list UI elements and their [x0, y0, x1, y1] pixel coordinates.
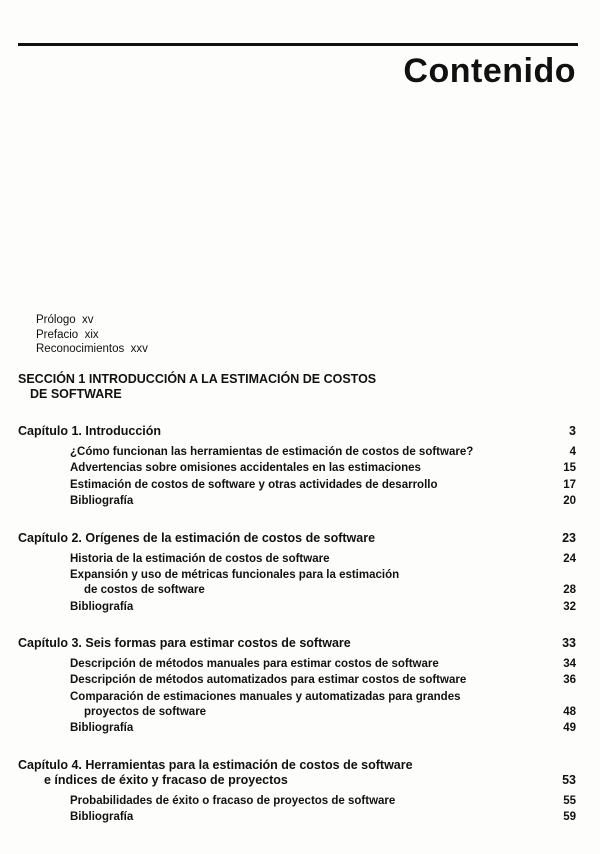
- chapter-heading[interactable]: [18, 636, 576, 651]
- toc-entry[interactable]: Bibliografía 20: [70, 495, 576, 508]
- chapter-2: [18, 531, 576, 616]
- section-heading-line1: SECCIÓN 1 INTRODUCCIÓN A LA ESTIMACIÓN DE COSTOS: [18, 372, 377, 386]
- chapter-title: Capítulo 1. Introducción: [18, 424, 162, 438]
- chapter-1: [18, 424, 576, 511]
- chapter-3: [18, 636, 576, 737]
- chapter-title: Capítulo 2. Orígenes de la estimación de costos de software: [18, 531, 376, 545]
- chapter-heading[interactable]: [18, 531, 576, 546]
- front-matter: [36, 313, 148, 357]
- section-heading-line2: DE SOFTWARE: [30, 387, 122, 401]
- front-matter-item[interactable]: Prólogo xv: [36, 314, 94, 326]
- toc-entry[interactable]: Advertencias sobre omisiones accidentales en las estimaciones 15: [70, 462, 576, 475]
- toc-entry[interactable]: Bibliografía 32: [70, 600, 576, 613]
- chapter-page: 23: [562, 531, 576, 545]
- chapter-title-cont: e índices de éxito y fracaso de proyectos: [44, 773, 288, 787]
- toc-entry[interactable]: Bibliografía 59: [70, 811, 576, 824]
- chapter-page: 33: [562, 636, 576, 650]
- front-matter-item[interactable]: Prefacio xix: [36, 328, 99, 341]
- toc-entry[interactable]: Descripción de métodos manuales para estimar costos de software 34: [70, 658, 576, 670]
- toc-entry[interactable]: ¿Cómo funcionan las herramientas de estimación de costos de software? 4: [70, 446, 576, 458]
- toc-entry[interactable]: Historia de la estimación de costos de software 24: [70, 553, 576, 565]
- section-heading: [18, 372, 376, 402]
- front-matter-item[interactable]: Reconocimientos xxv: [36, 343, 148, 355]
- chapter-page: 3: [569, 424, 576, 438]
- toc-entry[interactable]: Expansión y uso de métricas funcionales para la estimación de costos de software 28: [70, 569, 576, 597]
- chapter-heading[interactable]: [18, 758, 576, 788]
- toc-entry[interactable]: Comparación de estimaciones manuales y automatizadas para grandes proyectos de software 48: [70, 690, 576, 718]
- chapter-4: [18, 758, 576, 827]
- chapter-heading[interactable]: [18, 424, 576, 439]
- toc-entry[interactable]: Descripción de métodos automatizados para estimar costos de software 36: [70, 674, 576, 687]
- chapter-page: 53: [562, 773, 576, 787]
- toc-entry[interactable]: Bibliografía 49: [70, 721, 576, 734]
- chapter-title: Capítulo 3. Seis formas para estimar costos de software: [18, 636, 351, 650]
- header-rule: [18, 43, 578, 46]
- toc-entry[interactable]: Estimación de costos de software y otras actividades de desarrollo 17: [70, 478, 576, 491]
- toc-entry[interactable]: Probabilidades de éxito o fracaso de proyectos de software 55: [70, 795, 576, 807]
- chapter-title: Capítulo 4. Herramientas para la estimación de costos de software: [18, 758, 413, 772]
- page-title: Contenido: [403, 52, 576, 90]
